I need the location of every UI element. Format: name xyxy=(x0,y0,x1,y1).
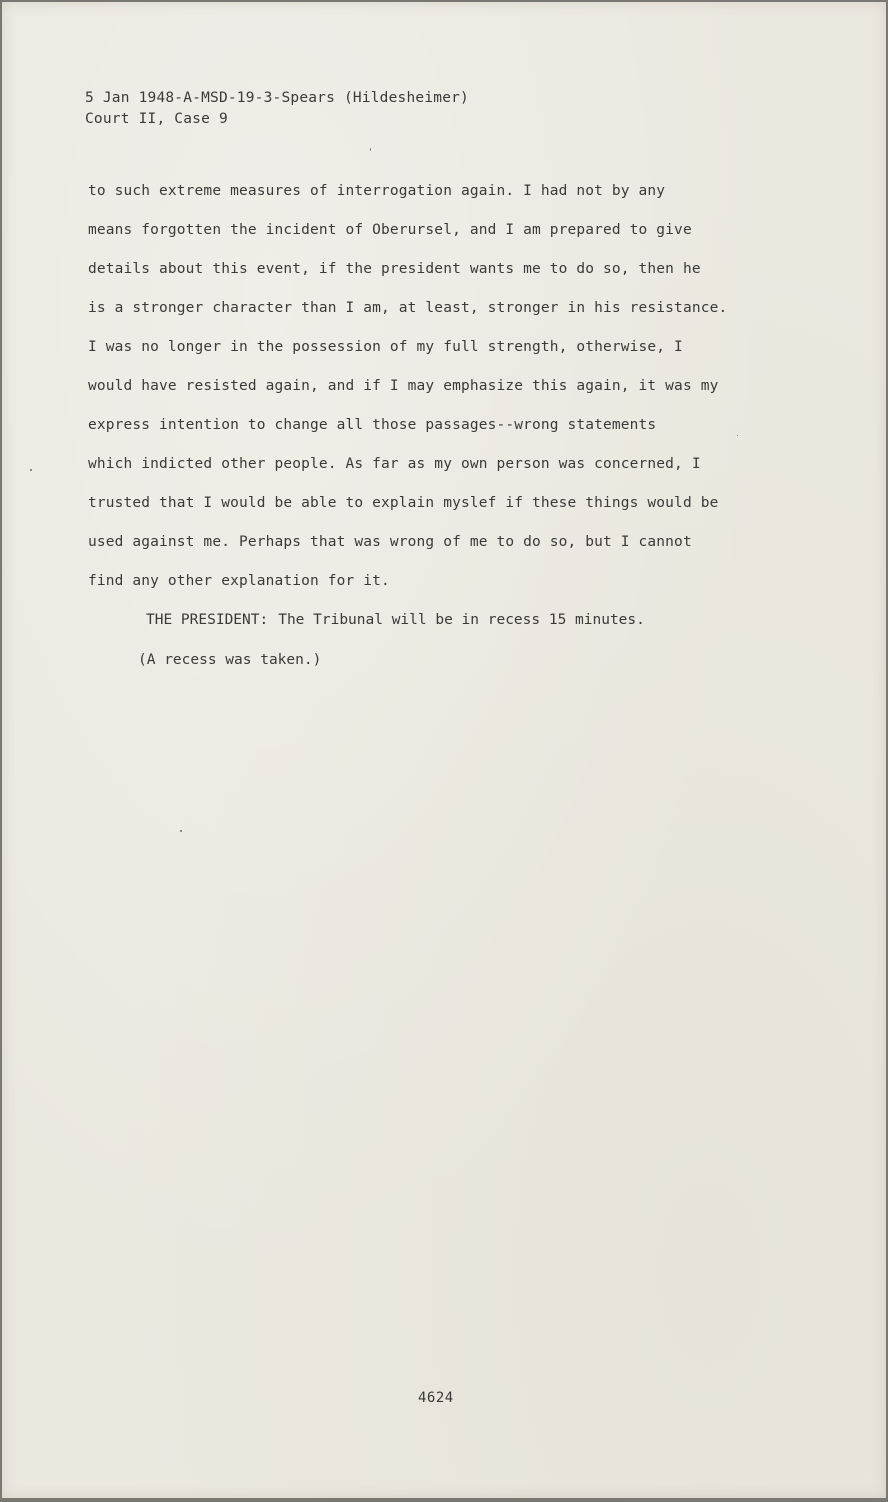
header-line-1: 5 Jan 1948-A-MSD-19-3-Spears (Hildesheimer) xyxy=(85,90,469,106)
speaker-statement: The Tribunal will be in recess 15 minutes. xyxy=(278,612,645,628)
paper-speck xyxy=(30,469,32,471)
body-line: find any other explanation for it. xyxy=(88,573,390,589)
body-line: express intention to change all those passages--wrong statements xyxy=(88,417,657,433)
body-line: I was no longer in the possession of my full strength, otherwise, I xyxy=(88,339,683,355)
speaker-name: THE PRESIDENT: xyxy=(146,612,269,628)
body-line: is a stronger character than I am, at least, stronger in his resistance. xyxy=(88,300,728,316)
document-header xyxy=(85,88,469,130)
body-line: means forgotten the incident of Oberursel, and I am prepared to give xyxy=(88,222,692,238)
paper-speck xyxy=(737,435,738,436)
paper-speck xyxy=(370,148,371,151)
transcript-body xyxy=(88,180,788,671)
body-line: used against me. Perhaps that was wrong of me to do so, but I cannot xyxy=(88,534,692,550)
document-page xyxy=(2,2,886,1498)
page-number: 4624 xyxy=(418,1390,454,1406)
body-line: to such extreme measures of interrogation again. I had not by any xyxy=(88,183,666,199)
header-line-2: Court II, Case 9 xyxy=(85,111,228,127)
body-line: would have resisted again, and if I may emphasize this again, it was my xyxy=(88,378,719,394)
recess-note: (A recess was taken.) xyxy=(138,652,322,668)
body-line: details about this event, if the president wants me to do so, then he xyxy=(88,261,701,277)
body-line: which indicted other people. As far as my own person was concerned, I xyxy=(88,456,701,472)
body-line: trusted that I would be able to explain myslef if these things would be xyxy=(88,495,719,511)
paper-speck xyxy=(180,830,182,832)
speaker-paragraph xyxy=(146,609,788,649)
